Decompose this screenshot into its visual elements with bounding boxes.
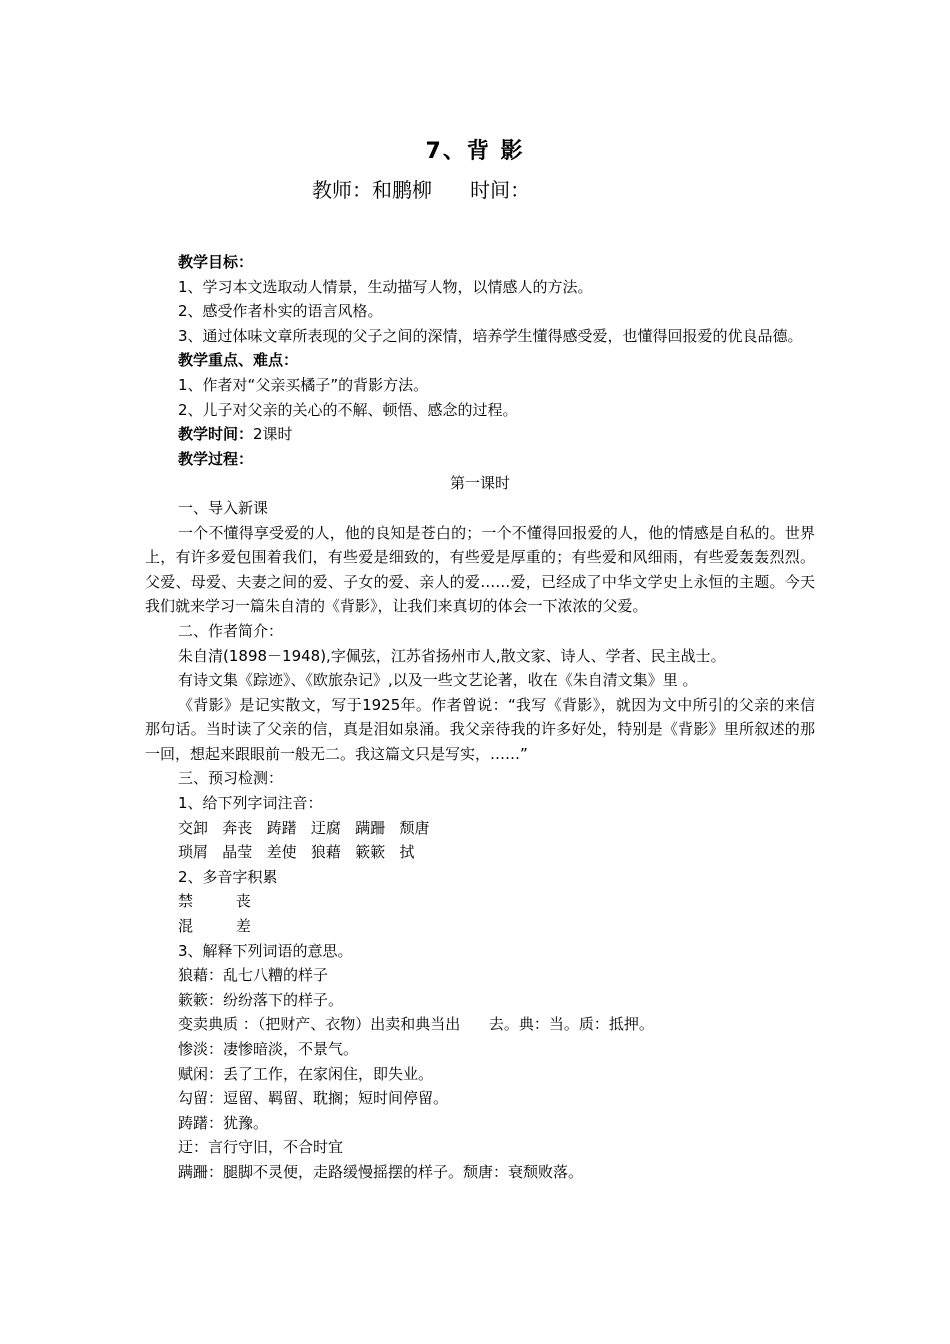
teacher-time-line: 教师：和鹏柳 时间： bbox=[312, 178, 531, 202]
intro-paragraph: 一个不懂得享受爱的人，他的良知是苍白的；一个不懂得回报爱的人，他的情感是自私的。世界上，有许多爱包围着我们，有些爱是细致的，有些爱是厚重的；有些爱和风细雨，有些爱轰轰烈烈。父爱、母爱、夫妻之间的爱、子女的爱、亲人的爱……爱，已经成了中华文学史上永恒的主题。今天我们就来学习一篇朱自清的《背影》，让我们来真切的体会一下浓浓的父爱。 bbox=[145, 523, 815, 616]
focus-item: 2、儿子对父亲的关心的不解、顿悟、感念的过程。 bbox=[178, 400, 518, 419]
definition-item: 变卖典质 ：（把财产、衣物）出卖和典当出 去。典：当。质：抵押。 bbox=[178, 1015, 654, 1034]
author-line: 朱自清(1898－1948),字佩弦，江苏省扬州市人,散文家、诗人、学者、民主战士。 bbox=[178, 646, 726, 665]
polyphone-row: 混 差 bbox=[178, 917, 251, 936]
document-body bbox=[145, 250, 815, 1185]
focus-item: 1、作者对“父亲买橘子”的背影方法。 bbox=[178, 375, 429, 394]
pinyin-words-row: 琐屑 晶莹 差使 狼藉 簌簌 拭 bbox=[178, 843, 415, 862]
focus-heading: 教学重点、难点： bbox=[178, 351, 299, 370]
definition-item: 惨淡：凄惨暗淡，不景气。 bbox=[178, 1040, 359, 1058]
section-heading: 三、预习检测： bbox=[178, 769, 284, 788]
definition-item: 赋闲：丢了工作，在家闲住，即失业。 bbox=[178, 1064, 434, 1083]
polyphone-row: 禁 丧 bbox=[178, 892, 251, 911]
beiying-paragraph: 《背影》是记实散文，写于1925年。作者曾说：“我写《背影》，就因为文中所引的父亲的来信那句话。当时读了父亲的信，真是泪如泉涌。我父亲待我的许多好处，特别是《背影》里所叙述的那一回，想起来跟眼前一般无二。我这篇文只是写实，……” bbox=[145, 695, 815, 763]
page-title: 7、背 影 bbox=[425, 139, 525, 164]
question-heading: 3、解释下列词语的意思。 bbox=[178, 941, 353, 960]
lesson-title: 第一课时 bbox=[449, 474, 510, 493]
definition-item: 蹒跚：腿脚不灵便，走路缓慢摇摆的样子。颓唐：衰颓败落。 bbox=[178, 1162, 584, 1181]
section-heading: 二、作者简介： bbox=[178, 621, 284, 640]
definition-item: 狼藉：乱七八糟的样子 bbox=[178, 966, 329, 985]
time-line bbox=[145, 422, 815, 447]
works-line: 有诗文集《踪迹》、《欧旅杂记》,以及一些文艺论著，收在《朱自清文集》里 。 bbox=[178, 671, 698, 690]
section-heading: 一、导入新课 bbox=[178, 498, 269, 517]
time-value: 2课时 bbox=[253, 425, 293, 444]
definition-item: 勾留：逗留、羁留、耽搁；短时间停留。 bbox=[178, 1089, 449, 1108]
time-heading: 教学时间： bbox=[178, 425, 254, 444]
goals-heading: 教学目标： bbox=[178, 253, 254, 271]
goal-item: 1、学习本文选取动人情景，生动描写人物，以情感人的方法。 bbox=[178, 277, 593, 296]
process-heading: 教学过程： bbox=[178, 449, 254, 468]
definition-item: 踌躇：犹豫。 bbox=[178, 1113, 269, 1132]
goal-item: 2、感受作者朴实的语言风格。 bbox=[178, 302, 383, 321]
question-heading: 2、多音字积累 bbox=[178, 867, 278, 886]
definition-item: 簌簌：纷纷落下的样子。 bbox=[178, 990, 344, 1009]
pinyin-words-row: 交卸 奔丧 踌躇 迂腐 蹒跚 颓唐 bbox=[178, 818, 430, 837]
definition-item: 迂：言行守旧，不合时宜 bbox=[178, 1138, 344, 1157]
question-heading: 1、给下列字词注音： bbox=[178, 794, 323, 813]
goal-item: 3、通过体味文章所表现的父子之间的深情，培养学生懂得感受爱，也懂得回报爱的优良品德。 bbox=[178, 326, 803, 345]
